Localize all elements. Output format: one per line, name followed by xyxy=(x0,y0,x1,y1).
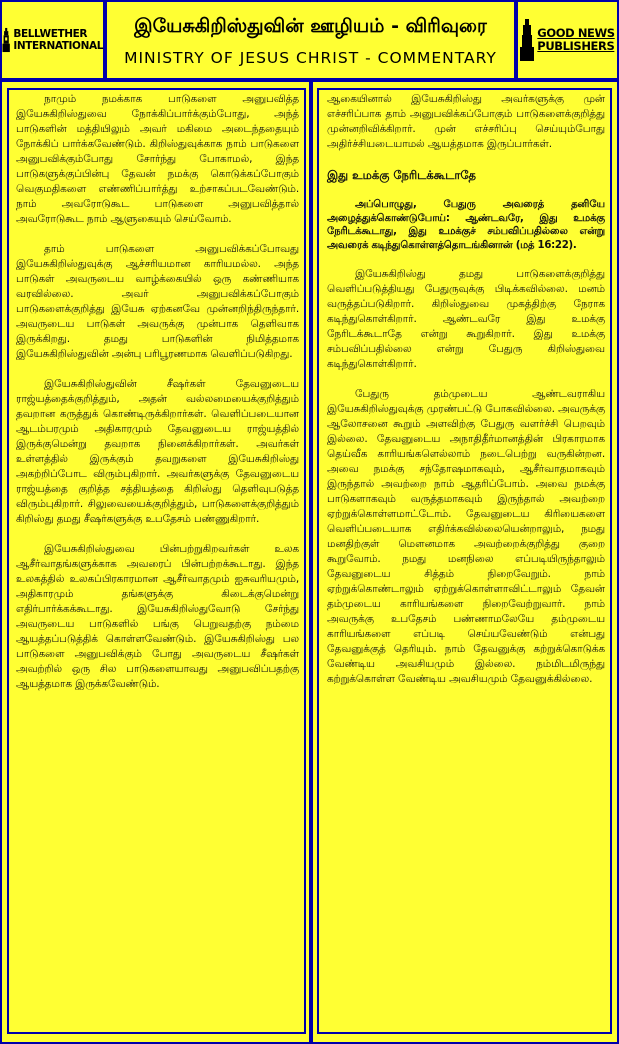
right-column xyxy=(313,82,617,687)
paragraph: இயேசுகிறிஸ்துவை பின்பற்றுகிறவர்கள் உலக ஆசீர்வாதங்களுக்காக அவரைப் பின்பற்றக்கூடாது. இந்த உலகத்தில் உலகப்பிரகாரமான ஆசீர்வாதமும் ஐசுவரியமும், அதிகாரமும் தங்களுக்கு கிடைக்குமென்று எதிர்பார்க்கக்கூடாது. இயேசுகிறிஸ்துவோடு சேர்ந்து அவருடைய பாடுகளில் பங்கு பெறுவதற்கு நம்மை ஆயத்தப்படுத்திக் கொள்ளவேண்டும். இயேசுகிறிஸ்து பல பாடுகளை அனுபவிக்கும் போது அவருடைய சீஷர்கள் அவற்றில் ஒரு சில பாடுகளையாவது அனுபவிப்பதற்கு ஆயத்தமாக இருக்கவேண்டும். xyxy=(16,543,299,690)
section-heading: இது உமக்கு நேரிடக்கூடாதே xyxy=(327,168,477,182)
tower-icon xyxy=(520,17,534,63)
paragraph: ஆகையினால் இயேசுகிறிஸ்து அவர்களுக்கு முன் எச்சரிப்பாக தாம் அனுபவிக்கப்போகும் பாடுகளைக்குறித்து முன்னறிவிக்கிறார். முன் எச்சரிப்பு செய்யும்போது அதிர்ச்சியடையாமல் ஆயத்தமாக இருப்பார்கள். xyxy=(327,93,605,150)
paragraph: இயேசுகிறிஸ்து தமது பாடுகளைக்குறித்து வெளிப்படுத்தியது பேதுருவுக்கு பிடிக்கவில்லை. மனம் வருத்தப்படுகிறார். கிறிஸ்துவை முகத்திற்கு நேராக கடிந்துகொள்கிறார். ஆண்டவரே இது உமக்கு நேரிடக்கூடாதே என்று கூறுகிறார். இது உமக்கு சம்பவிப்பதில்லை என்று பேதுரு கிறிஸ்துவை கடிந்துகொள்கிறார். xyxy=(327,268,605,370)
title-english: MINISTRY OF JESUS CHRIST - COMMENTARY xyxy=(124,49,497,67)
title-tamil: இயேசுகிறிஸ்துவின் ஊழியம் - விரிவுரை xyxy=(134,15,487,37)
tower-icon xyxy=(2,15,10,65)
header-banner xyxy=(2,2,617,82)
scripture-quote: அப்பொழுது, பேதுரு அவரைத் தனியே அழைத்துக்கொண்டுபோய்: ஆண்டவரே, இது உமக்கு நேரிடக்கூடாது, இது உமக்குச் சம்பவிப்பதில்லை என்று அவரைக் கடிந்துகொள்ளத்தொடங்கினான் (மத் 16:22). xyxy=(327,199,605,251)
paragraph: நாமும் நமக்காக பாடுகளை அனுபவித்த இயேசுகிறிஸ்துவை நோக்கிப்பார்க்கும்போது, அந்த் பாடுகளின் மத்தியிலும் அவர் மகிமை அடைந்ததையும் நோக்கிப் பார்க்கவேண்டும். கிறிஸ்துவுக்காக நாம் பாடுகளை அனுபவிக்கும்போது சோர்ந்து போகாமல், இந்த பாடுகளுக்குப்பின்பு தேவன் நமக்கு கொடுக்கப்போகும் வெகுமதிகளை எண்ணிப்பார்த்து உற்சாகப்படவேண்டும். நாம் அவரோடுகூட பாடுகளை அனுபவித்தால் அவரோடுகூட நாம் ஆளுகையும் செய்வோம். xyxy=(16,93,299,225)
good-news-logo-text: GOOD NEWS PUBLISHERS xyxy=(537,26,615,53)
bellwether-logo-text: BELLWETHER INTERNATIONAL xyxy=(13,28,103,52)
paragraph: பேதுரு தம்முடைய ஆண்டவராகிய இயேசுகிறிஸ்துவுக்கு முரண்பட்டு போகவில்லை. அவருக்கு ஆலோசனை கூறும் அளவிற்கு பேதுரு வளர்ச்சி பெறவும் இல்லை. தேவனுடைய அநாதிதீர்மானத்தின் பிரகாரமாக தெய்வீக காரியங்களெல்லாம் நடைபெற்று வருகின்றன. அவை நமக்கு சந்தோஷமாகவும், ஆசீர்வாதமாகவும் இருந்தால் அவற்றை நாம் ஆதரிப்போம். அவை நமக்கு பாடுகளாகவும் வருத்தமாகவும் இருந்தால் அவற்றை ஏற்றுக்கொள்ளமாட்டோம். தேவனுடைய கிரியைகளை வெளிப்படையாக எதிர்க்கவில்லையென்றாலும், நமது மனதிற்குள் மௌனமாக அவற்றைக்குறித்து குறை கூறுவோம். நமது மனநிலை எப்படியிருந்தாலும் தேவனுடைய சித்தம் நிறைவேறும். நாம் ஏற்றுக்கொண்டாலும் ஏற்றுக்கொள்ளாவிட்டாலும் தேவன் தம்முடைய காரியங்களை நிறைவேற்றுவார். நாம் அவருக்கு உபதேசம் பண்ணாமலேயே தம்முடைய காரியங்களை எப்படி செய்யவேண்டும் என்பது தேவனுக்குத் தெரியும். நாம் தேவனுக்கு கற்றுக்கொடுக்க வேண்டிய அவசியமும் இல்லை. நம்மிடமிருந்து கற்றுக்கொள்ள வேண்டிய அவசியமும் தேவனுக்கில்லை. xyxy=(327,388,605,685)
paragraph: இயேசுகிறிஸ்துவின் சீஷர்கள் தேவனுடைய ராஜ்யத்தைக்குறித்தும், அதன் வல்லமையைக்குறித்தும் தவறான கருத்துக் கொண்டிருக்கிறார்கள். வெளிப்படையான ஆடம்பரமும் அதிகாரமும் தேவனுடைய ராஜ்யத்தில் இருக்குமென்று தவறாக நினைக்கிறார்கள். அவர்கள் உள்ளத்தில் இருக்கும் தவறுகளை இயேசுகிறிஸ்து அகற்றிப்போட விரும்புகிறார். அவர்களுக்கு தேவனுடைய ராஜ்யத்தை குறித்த சத்தியத்தை கிறிஸ்து தெளிவுபடுத்த விரும்புகிறார். சிலுவையைக்குறித்தும், பாடுகளைக்குறித்தும் கிறிஸ்து தமது சீஷர்களுக்கு உபதேசம் பண்ணுகிறார். xyxy=(16,378,299,525)
title-block xyxy=(107,2,514,78)
content-area xyxy=(2,82,617,1042)
left-column xyxy=(2,82,313,1042)
bellwether-logo xyxy=(2,2,107,78)
paragraph: தாம் பாடுகளை அனுபவிக்கப்போவது இயேசுகிறிஸ்துவுக்கு ஆச்சரியமான காரியமல்ல. அந்த பாடுகள் அவருடைய வாழ்க்கையில் ஒரு கண்ணியாக வரவில்லை. அவர் அனுபவிக்கப்போகும் பாடுகளைக்குறித்து இயேசு ஏற்கனவே முன்னறிந்திருந்தார். அவருடைய பாடுகள் அவருக்கு முன்பாக தெளிவாக இருக்கிறது. தமது பாடுகளின் நிமித்தமாக இயேசுகிறிஸ்துவின் அன்பு பரிபூரணமாக வெளிப்படுகிறது. xyxy=(16,243,299,360)
good-news-logo xyxy=(514,2,617,78)
